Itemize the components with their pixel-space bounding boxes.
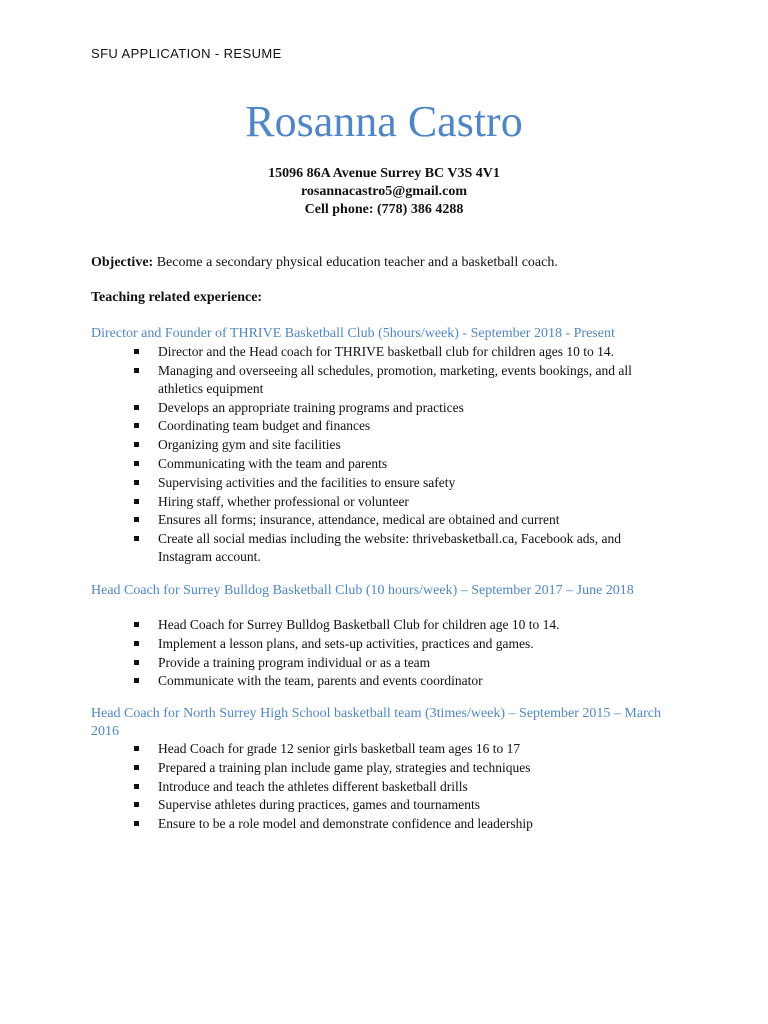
list-item: Head Coach for Surrey Bulldog Basketball Club for children age 10 to 14. xyxy=(134,616,654,634)
contact-email: rosannacastro5@gmail.com xyxy=(300,184,468,199)
job-title: Head Coach for North Surrey High School basketball team (3times/week) – September 2015 – March 2016 xyxy=(91,706,661,739)
list-item: Managing and overseeing all schedules, promotion, marketing, events bookings, and all athletics equipment xyxy=(134,362,654,398)
objective-label: Objective: xyxy=(91,255,154,270)
list-item: Provide a training program individual or as a team xyxy=(134,654,654,672)
document-header-label: SFU APPLICATION - RESUME xyxy=(91,46,282,61)
list-item: Director and the Head coach for THRIVE basketball club for children ages 10 to 14. xyxy=(134,343,654,361)
objective-line xyxy=(91,254,558,272)
job-title: Director and Founder of THRIVE Basketball Club (5hours/week) - September 2018 - Present xyxy=(91,326,615,341)
list-item: Coordinating team budget and finances xyxy=(134,417,654,435)
list-item: Communicate with the team, parents and events coordinator xyxy=(134,672,654,690)
list-item: Introduce and teach the athletes different basketball drills xyxy=(134,778,654,796)
list-item: Ensure to be a role model and demonstrate confidence and leadership xyxy=(134,815,654,833)
contact-phone: Cell phone: (778) 386 4288 xyxy=(304,202,464,217)
contact-block xyxy=(0,165,768,219)
list-item: Hiring staff, whether professional or volunteer xyxy=(134,493,654,511)
list-item: Supervise athletes during practices, games and tournaments xyxy=(134,796,654,814)
objective-text: Become a secondary physical education teacher and a basketball coach. xyxy=(153,255,558,270)
experience-heading: Teaching related experience: xyxy=(91,290,263,305)
job-bullet-list xyxy=(134,616,654,691)
list-item: Supervising activities and the facilities to ensure safety xyxy=(134,474,654,492)
job-bullet-list xyxy=(134,343,654,567)
job-title: Head Coach for Surrey Bulldog Basketball Club (10 hours/week) – September 2017 – June 2018 xyxy=(91,583,634,598)
list-item: Implement a lesson plans, and sets-up activities, practices and games. xyxy=(134,635,654,653)
contact-address: 15096 86A Avenue Surrey BC V3S 4V1 xyxy=(268,166,500,181)
list-item: Ensures all forms; insurance, attendance, medical are obtained and current xyxy=(134,511,654,529)
list-item: Create all social medias including the website: thrivebasketball.ca, Facebook ads, and Instagram account. xyxy=(134,530,654,566)
list-item: Prepared a training plan include game play, strategies and techniques xyxy=(134,759,654,777)
job-bullet-list xyxy=(134,740,654,834)
list-item: Head Coach for grade 12 senior girls basketball team ages 16 to 17 xyxy=(134,740,654,758)
list-item: Develops an appropriate training programs and practices xyxy=(134,399,654,417)
applicant-name: Rosanna Castro xyxy=(245,97,523,146)
list-item: Organizing gym and site facilities xyxy=(134,436,654,454)
list-item: Communicating with the team and parents xyxy=(134,455,654,473)
